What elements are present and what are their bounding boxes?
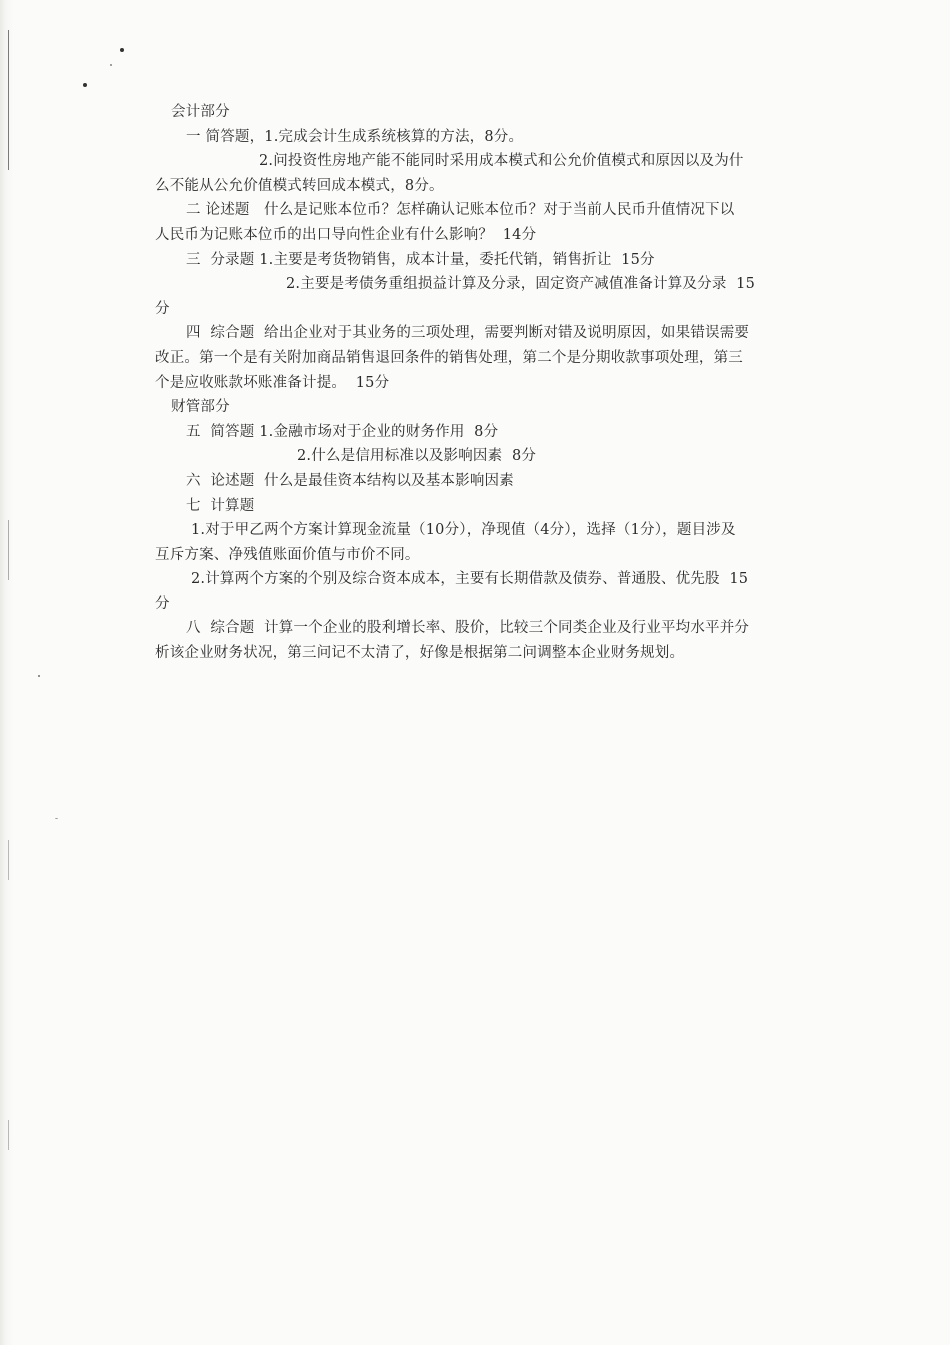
question-2-essay-cont: 人民币为记账本位币的出口导向性企业有什么影响？ 14分 bbox=[155, 226, 537, 243]
question-7-item-1-cont: 互斥方案、净残值账面价值与市价不同。 bbox=[155, 546, 420, 563]
question-7-item-2: 2.计算两个方案的个别及综合资本成本，主要有长期借款及债券、普通股、优先股 15 bbox=[191, 571, 749, 588]
question-7-item-2-cont: 分 bbox=[155, 595, 170, 612]
question-3-item-2-cont: 分 bbox=[155, 300, 170, 317]
question-5-short-answer: 五 简答题 1.金融市场对于企业的财务作用 8分 bbox=[186, 423, 499, 440]
section-heading-finance: 财管部分 bbox=[171, 399, 230, 416]
question-6-essay: 六 论述题 什么是最佳资本结构以及基本影响因素 bbox=[186, 472, 514, 489]
question-3-item-2: 2.主要是考债务重组损益计算及分录，固定资产减值准备计算及分录 15 bbox=[286, 276, 756, 293]
scan-speck bbox=[120, 48, 124, 52]
question-1-item-2: 2.问投资性房地产能不能同时采用成本模式和公允价值模式和原因以及为什 bbox=[259, 153, 744, 170]
scan-speck bbox=[83, 83, 87, 87]
question-1-item-2-cont: 么不能从公允价值模式转回成本模式，8分。 bbox=[155, 177, 444, 194]
question-1-short-answer: 一 简答题，1.完成会计生成系统核算的方法，8分。 bbox=[186, 128, 524, 145]
question-4-cont-2: 个是应收账款坏账准备计提。 15分 bbox=[155, 374, 390, 391]
scan-speck bbox=[38, 675, 40, 677]
scan-edge-line bbox=[8, 520, 9, 580]
scan-edge-shadow bbox=[0, 0, 14, 1345]
scan-edge-line bbox=[8, 840, 9, 880]
scan-speck bbox=[55, 818, 58, 819]
question-8-cont: 析该企业财务状况，第三问记不太清了，好像是根据第二问调整本企业财务规划。 bbox=[155, 645, 685, 662]
question-7-calculation: 七 计算题 bbox=[186, 497, 255, 514]
question-7-item-1: 1.对于甲乙两个方案计算现金流量（10分），净现值（4分），选择（1分），题目涉及 bbox=[191, 522, 736, 539]
question-4-comprehensive: 四 综合题 给出企业对于其业务的三项处理，需要判断对错及说明原因，如果错误需要 bbox=[186, 325, 750, 342]
question-8-comprehensive: 八 综合题 计算一个企业的股利增长率、股价，比较三个同类企业及行业平均水平并分 bbox=[186, 620, 750, 637]
section-heading-accounting: 会计部分 bbox=[171, 104, 230, 120]
exam-notes bbox=[155, 100, 811, 666]
question-5-item-2: 2.什么是信用标准以及影响因素 8分 bbox=[297, 448, 537, 465]
question-4-cont-1: 改正。第一个是有关附加商品销售退回条件的销售处理，第二个是分期收款事项处理，第三 bbox=[155, 349, 743, 366]
scan-edge-line bbox=[8, 1120, 9, 1150]
question-2-essay: 二 论述题 什么是记账本位币？怎样确认记账本位币？对于当前人民币升值情况下以 bbox=[186, 202, 735, 219]
scan-speck bbox=[110, 64, 112, 66]
scan-edge-line bbox=[8, 30, 9, 170]
question-3-journal-entry: 三 分录题 1.主要是考货物销售，成本计量，委托代销，销售折让 15分 bbox=[186, 251, 655, 268]
